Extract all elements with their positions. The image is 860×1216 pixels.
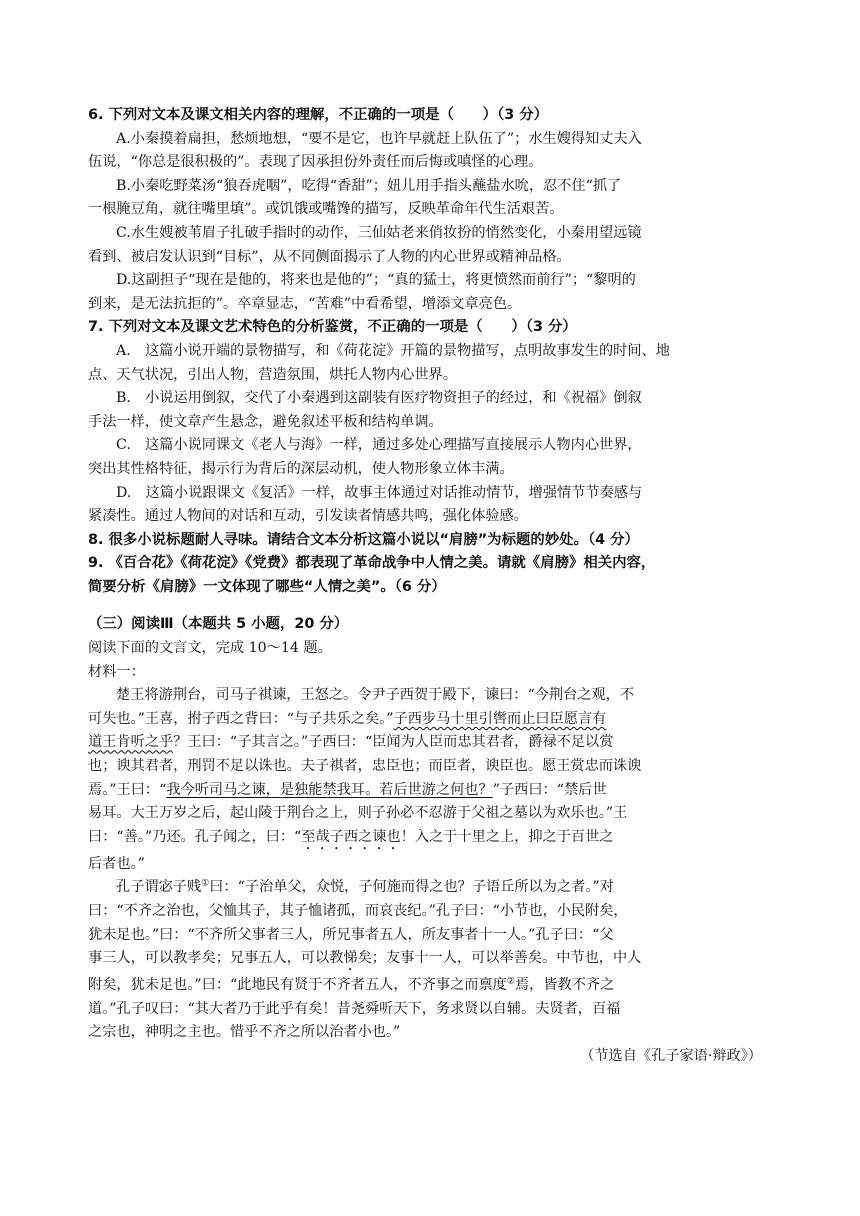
passage2-line7: 之宗也，神明之主也。惜乎不齐之所以治者小也。” — [88, 1024, 401, 1041]
passage1-line8: 后者也。” — [88, 855, 145, 872]
passage2-line1-text: 孔子谓宓子贱 — [116, 879, 202, 896]
q6-option-b-line1: B.小秦吃野菜汤“狼吞虎咽”，吃得“香甜”；妞儿用手指头蘸盐水吮，忍不住“抓了 — [116, 177, 622, 194]
passage2-line4-text: 事三人，可以教孝矣；兄事五人，可以教 — [88, 950, 344, 967]
passage2-line4-tail: 矣；友事十一人，可以举善矣。中节也，中人 — [357, 950, 642, 967]
question-7-stem: 7. 下列对文本及课文艺术特色的分析鉴赏，不正确的一项是（ ）（3 分） — [88, 319, 577, 336]
passage2-line5 — [88, 974, 774, 998]
passage1-line4: 也；谀其君者，刑罚不足以诛也。夫子祺者，忠臣也；而臣者，谀臣也。愿王赏忠而诛谀 — [88, 758, 642, 775]
passage2-line2: 曰：“不齐之治也，父恤其子，其子恤诸孤，而哀丧纪。”孔子曰：“小节也，小民附矣， — [88, 903, 628, 919]
passage2-line5-tail: 焉，皆教不齐之 — [514, 977, 615, 994]
exam-content — [88, 104, 774, 1069]
passage1-line5-text: 焉。”王曰：“ — [88, 781, 167, 798]
wavy-underlined-sentence: 子西步马十里引辔而止曰臣愿言有 — [393, 710, 607, 727]
wavy-underlined-sentence-end: 道王肯听之乎 — [88, 734, 174, 751]
underlined-sentence: 我今听司马之谏，是独能禁我耳。若后世游之何也？ — [166, 781, 493, 798]
q7-option-b-line1: B. 小说运用倒叙，交代了小秦遇到这副装有医疗物资担子的经过，和《祝福》倒叙 — [116, 390, 642, 407]
passage1-line2 — [88, 708, 774, 732]
q6-option-d-line1: D.这副担子“现在是他的，将来也是他的”；“真的猛士，将更愤然而前行”；“黎明的 — [116, 272, 636, 289]
material-label: 材料一： — [88, 663, 145, 680]
passage1-line3 — [88, 731, 774, 755]
section-instruction: 阅读下面的文言文，完成 10～14 题。 — [88, 640, 332, 657]
passage1-line5-tail: ”子西曰：“禁后世 — [492, 781, 607, 798]
passage2-line1-tail: 曰：“子治单父，众悦，子何施而得之也？子语丘所以为之者。”对 — [209, 879, 614, 896]
passage1-line7 — [88, 826, 774, 853]
q7-option-c-line1: C. 这篇小说同课文《老人与海》一样，通过多处心理描写直接展示人物内心世界， — [116, 437, 642, 454]
q7-option-b-line2: 手法一样，使文章产生悬念，避免叙述平板和结构单调。 — [88, 413, 443, 430]
q7-option-a-line2: 点、天气状况，引出人物，营造氛围，烘托人物内心世界。 — [88, 366, 457, 383]
footnote-marker-2: ② — [506, 976, 515, 987]
passage2-line1 — [88, 876, 774, 900]
section-title: （三）阅读Ⅲ（本题共 5 小题，20 分） — [88, 616, 349, 633]
q7-option-a-line1: A. 这篇小说开端的景物描写，和《荷花淀》开篇的景物描写，点明故事发生的时间、地 — [116, 342, 670, 359]
section-gap — [88, 599, 774, 613]
passage1-line7-tail: ！入之于十里之上，抑之于百世之 — [400, 828, 614, 845]
dotted-character: 悌 — [343, 950, 358, 967]
footnote-marker-1: ① — [201, 878, 210, 889]
passage2-line3: 犹未足也。”曰：“不齐所父事者三人，所兄事者五人，所友事者十一人。”孔子曰：“父 — [88, 926, 614, 943]
passage1-line7-text: 曰：“善。”乃还。孔子闻之，曰：“ — [88, 828, 302, 845]
q6-option-b-line2: 一根腌豆角，就往嘴里填”。或饥饿或嘴馋的描写，反映革命年代生活艰苦。 — [88, 201, 564, 218]
passage1-line5 — [88, 779, 774, 803]
question-9-line2: 简要分析《肩膀》一文体现了哪些“人情之美”。（6 分） — [88, 578, 446, 595]
passage1-line1: 楚王将游荆台，司马子祺谏，王怒之。令尹子西贺于殿下，谏曰：“今荆台之观，不 — [116, 687, 635, 704]
question-9-line1: 9. 《百合花》《荷花淀》《党费》都表现了革命战争中人情之美。请就《肩膀》相关内容， — [88, 555, 656, 572]
q6-option-c-line1: C.水生嫂被苇眉子扎破手指时的动作，三仙姑老来俏妆扮的悄然变化，小秦用望远镜 — [116, 224, 642, 241]
passage1-line2-text: 可失也。”王喜，拊子西之背曰：“与子共乐之矣。” — [88, 710, 394, 727]
q7-option-d-line1: D. 这篇小说跟课文《复活》一样，故事主体通过对话推动情节，增强情节节奏感与 — [116, 484, 643, 501]
passage2-line6: 道。”孔子叹曰：“其大者乃于此乎有矣！昔尧舜听天下，务求贤以自辅。夫贤者，百福 — [88, 1000, 621, 1017]
question-6-stem: 6. 下列对文本及课文相关内容的理解，不正确的一项是（ ）（3 分） — [88, 107, 549, 123]
passage2-line5-text: 附矣，犹未足也。”曰：“此地民有贤于不齐者五人，不齐事之而禀度 — [88, 977, 507, 994]
q6-option-a-line2: 伍说，“你总是很积极的”。表现了因承担份外责任而后悔或嗔怪的心理。 — [88, 154, 543, 171]
q7-option-d-line2: 紧凑性。通过人物间的对话和互动，引发读者情感共鸣，强化体验感。 — [88, 508, 528, 525]
question-8: 8. 很多小说标题耐人寻味。请结合文本分析这篇小说以“肩膀”为标题的妙处。（4 分） — [88, 531, 639, 548]
passage1-line3-text: ？王曰：“子其言之。”子西曰：“臣闻为人臣而忠其君者，爵禄不足以赏 — [173, 734, 614, 751]
q6-option-c-line2: 看到、被启发认识到“目标”，从不同侧面揭示了人物的内心世界或精神品格。 — [88, 248, 571, 265]
dotted-phrase: 至哉子西之谏也 — [301, 828, 401, 845]
passage1-line6: 易耳。大王万岁之后，起山陵于荆台之上，则子孙必不忍游于父祖之墓以为欢乐也。”王 — [88, 805, 628, 822]
q7-option-c-line2: 突出其性格特征，揭示行为背后的深层动机，使人物形象立体丰满。 — [88, 460, 514, 477]
q6-option-d-line2: 到来，是无法抗拒的”。卒章显志，“苦难”中看希望，增添文章亮色。 — [88, 295, 522, 312]
passage2-line4 — [88, 947, 774, 974]
source-citation: （节选自《孔子家语·辩政》） — [580, 1047, 762, 1064]
q6-option-a-line1: A.小秦摸着扁担，愁烦地想，“要不是它，也许早就赶上队伍了”；水生嫂得知丈夫入 — [116, 130, 642, 147]
